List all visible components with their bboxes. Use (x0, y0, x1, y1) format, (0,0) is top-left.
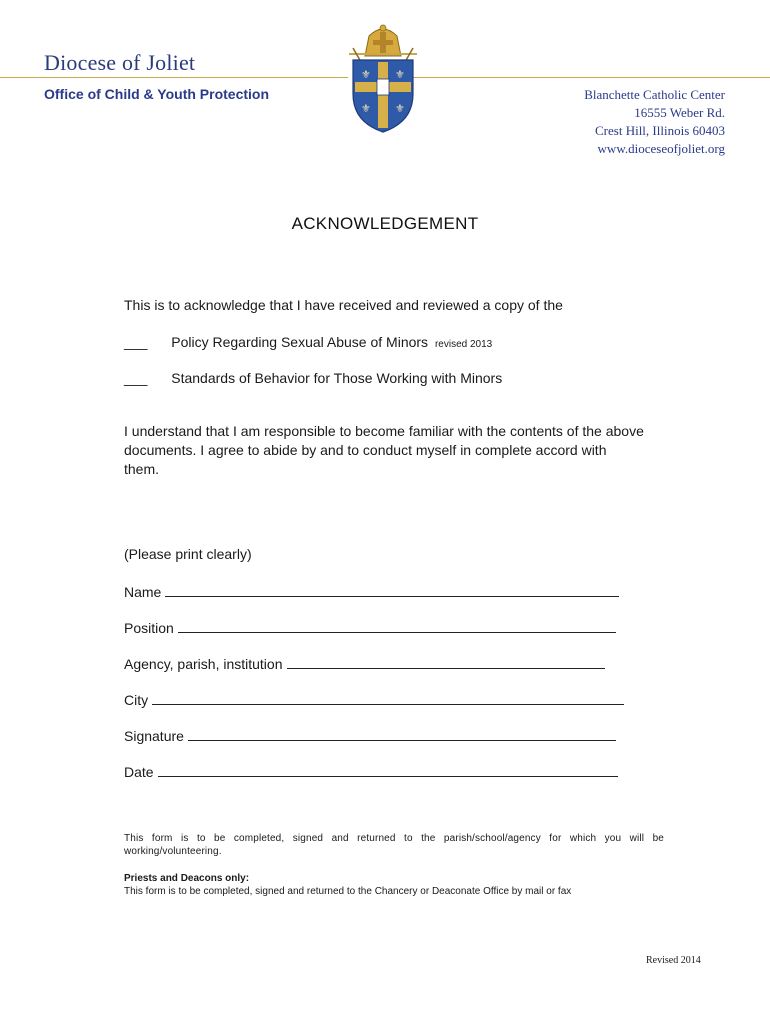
name-input-line[interactable] (165, 582, 619, 597)
signature-field[interactable] (124, 726, 616, 744)
svg-text:⚜: ⚜ (361, 68, 371, 81)
field-label: Name (124, 584, 162, 600)
website-link[interactable]: www.dioceseofjoliet.org (597, 141, 725, 156)
svg-text:⚜: ⚜ (395, 102, 405, 115)
field-label: City (124, 692, 149, 708)
svg-text:⚜: ⚜ (361, 102, 371, 115)
priests-deacons-instructions: This form is to be completed, signed and returned to the Chancery or Deaconate Office by mail or fax (124, 886, 572, 897)
diocese-seal-icon (343, 22, 423, 134)
checklist-item-policy[interactable] (124, 334, 492, 350)
return-instructions: This form is to be completed, signed and returned to the parish/school/agency for which you will be working/volunteering. (124, 833, 664, 857)
address-line: Blanchette Catholic Center (584, 87, 725, 102)
address-block (584, 86, 725, 158)
priests-deacons-heading: Priests and Deacons only: (124, 873, 250, 884)
signature-input-line[interactable] (188, 726, 616, 741)
address-line: 16555 Weber Rd. (634, 105, 725, 120)
office-name: Office of Child & Youth Protection (44, 86, 270, 102)
document-title: ACKNOWLEDGEMENT (291, 214, 479, 233)
date-field[interactable] (124, 762, 618, 780)
field-label: Signature (124, 728, 184, 744)
checklist-label: Standards of Behavior for Those Working with Minors (171, 370, 503, 386)
organization-name: Diocese of Joliet (44, 50, 196, 75)
checklist-item-standards[interactable] (124, 370, 502, 386)
field-label: Date (124, 764, 154, 780)
position-field[interactable] (124, 618, 616, 636)
field-label: Position (124, 620, 174, 636)
agency-input-line[interactable] (287, 654, 605, 669)
agency-field[interactable] (124, 654, 605, 672)
name-field[interactable] (124, 582, 619, 600)
city-field[interactable] (124, 690, 624, 708)
header-divider-right (412, 77, 770, 78)
position-input-line[interactable] (178, 618, 616, 633)
field-label: Agency, parish, institution (124, 656, 283, 672)
intro-text: This is to acknowledge that I have received and reviewed a copy of the (124, 297, 563, 313)
svg-text:⚜: ⚜ (395, 68, 405, 81)
checklist-label: Policy Regarding Sexual Abuse of Minors (171, 334, 429, 350)
checkbox-blank[interactable]: ___ (124, 370, 148, 386)
revision-note: revised 2013 (434, 339, 493, 350)
header-divider-left (0, 77, 348, 78)
revision-date: Revised 2014 (646, 955, 701, 966)
address-line: Crest Hill, Illinois 60403 (595, 123, 725, 138)
date-input-line[interactable] (158, 762, 618, 777)
print-instruction: (Please print clearly) (124, 546, 252, 562)
city-input-line[interactable] (152, 690, 624, 705)
checkbox-blank[interactable]: ___ (124, 334, 148, 350)
acknowledgement-paragraph: I understand that I am responsible to become familiar with the contents of the above documents. I agree to abide by and to conduct myself in complete accord with them. (124, 423, 644, 477)
